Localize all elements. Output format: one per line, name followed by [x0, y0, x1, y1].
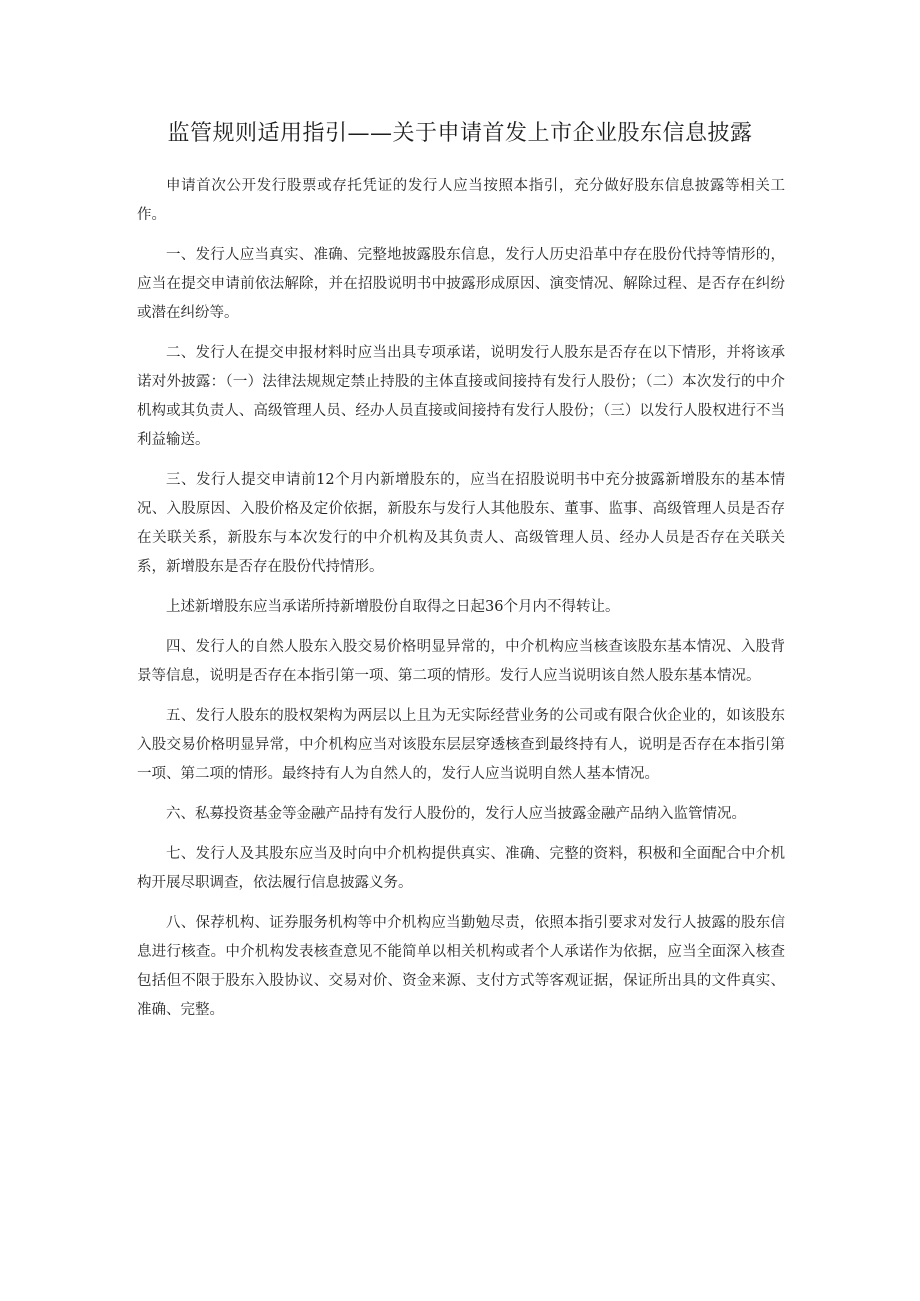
paragraph-item-8: 八、保荐机构、证券服务机构等中介机构应当勤勉尽责，依照本指引要求对发行人披露的股东信息进行核查。中介机构发表核查意见不能简单以相关机构或者个人承诺作为依据，应当全面深入核查包括但不限于股东入股协议、交易对价、资金来源、支付方式等客观证据，保证所出具的文件真实、准确、完整。: [137, 915, 785, 1018]
paragraph-item-3: 三、发行人提交申请前12个月内新增股东的，应当在招股说明书中充分披露新增股东的基本情况、入股原因、入股价格及定价依据，新股东与发行人其他股东、董事、监事、高级管理人员是否存在关联关系，新股东与本次发行的中介机构及其负责人、高级管理人员、经办人员是否存在关联关系，新增股东是否存在股份代持情形。: [137, 472, 785, 575]
paragraph-item-2: 二、发行人在提交申报材料时应当出具专项承诺，说明发行人股东是否存在以下情形，并将该承诺对外披露：（一）法律法规规定禁止持股的主体直接或间接持有发行人股份；（二）本次发行的中介机构或其负责人、高级管理人员、经办人员直接或间接持有发行人股份；（三）以发行人股权进行不当利益输送。: [137, 345, 785, 448]
paragraph-lockup-note: 上述新增股东应当承诺所持新增股份自取得之日起36个月内不得转让。: [166, 599, 620, 615]
paragraph-item-6: 六、私募投资基金等金融产品持有发行人股份的，发行人应当披露金融产品纳入监管情况。: [166, 806, 746, 822]
document-title: 监管规则适用指引——关于申请首发上市企业股东信息披露: [167, 121, 753, 146]
paragraph-item-5: 五、发行人股东的股权架构为两层以上且为无实际经营业务的公司或有限合伙企业的，如该股东入股交易价格明显异常，中介机构应当对该股东层层穿透核查到最终持有人，说明是否存在本指引第一项、第二项的情形。最终持有人为自然人的，发行人应当说明自然人基本情况。: [137, 708, 785, 782]
paragraph-item-4: 四、发行人的自然人股东入股交易价格明显异常的，中介机构应当核查该股东基本情况、入股背景等信息，说明是否存在本指引第一项、第二项的情形。发行人应当说明该自然人股东基本情况。: [137, 639, 785, 684]
paragraph-intro: 申请首次公开发行股票或存托凭证的发行人应当按照本指引，充分做好股东信息披露等相关工作。: [137, 178, 785, 223]
document-body: [137, 172, 785, 1036]
paragraph-item-7: 七、发行人及其股东应当及时向中介机构提供真实、准确、完整的资料，积极和全面配合中介机构开展尽职调查，依法履行信息披露义务。: [137, 846, 785, 891]
paragraph-item-1: 一、发行人应当真实、准确、完整地披露股东信息，发行人历史沿革中存在股份代持等情形的，应当在提交申请前依法解除，并在招股说明书中披露形成原因、演变情况、解除过程、是否存在纠纷或潜在纠纷等。: [137, 247, 785, 321]
